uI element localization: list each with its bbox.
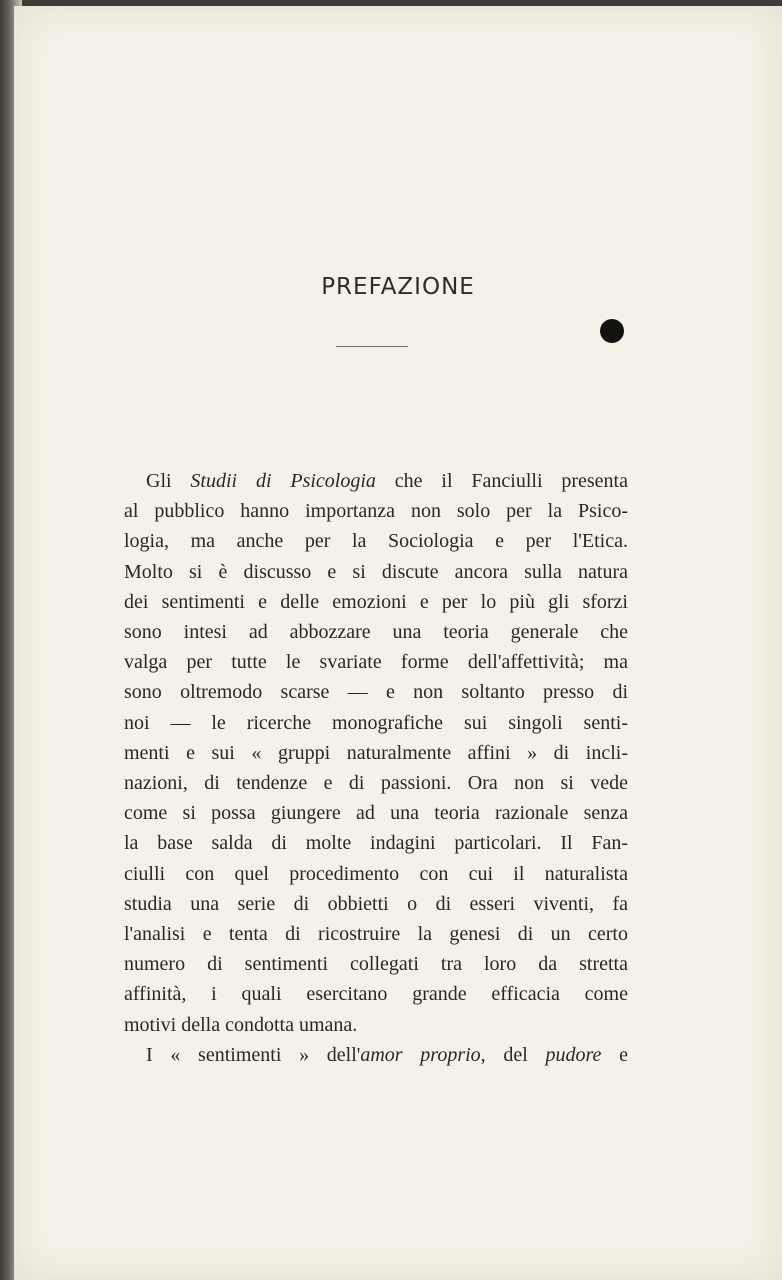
text-line: motivi della condotta umana. (124, 1013, 358, 1036)
text-line: come si possa giungere ad una teoria razionale senza (124, 802, 628, 825)
text-line: l'analisi e tenta di ricostruire la genesi di un certo (124, 923, 628, 946)
text-line: al pubblico hanno importanza non solo per la Psico- (124, 500, 628, 523)
text-line: numero di sentimenti collegati tra loro da stretta (124, 953, 628, 976)
preface-body (124, 466, 628, 1070)
text-line: ciulli con quel procedimento con cui il naturalista (124, 862, 628, 885)
text-line: Molto si è discusso e si discute ancora sulla natura (124, 560, 628, 583)
page-title: PREFAZIONE (321, 274, 475, 300)
text-line: affinità, i quali esercitano grande efficacia come (124, 983, 628, 1006)
text-line: dei sentimenti e delle emozioni e per lo più gli sforzi (124, 590, 628, 613)
book-page (14, 6, 782, 1280)
text-line: la base salda di molte indagini particolari. Il Fan- (124, 832, 628, 855)
text-line: Gli Studii di Psicologia che il Fanciulli presenta (146, 470, 628, 492)
title-divider (336, 346, 408, 347)
text-line: valga per tutte le svariate forme dell'affettività; ma (124, 651, 628, 674)
text-line: nazioni, di tendenze e di passioni. Ora non si vede (124, 772, 628, 795)
punch-hole (600, 319, 624, 343)
text-line: sono oltremodo scarse — e non soltanto presso di (124, 681, 628, 704)
text-line: noi — le ricerche monografiche sui singoli senti- (124, 711, 628, 734)
text-line: logia, ma anche per la Sociologia e per l'Etica. (124, 530, 628, 553)
text-line: studia una serie di obbietti o di esseri viventi, fa (124, 892, 628, 915)
text-line: menti e sui « gruppi naturalmente affini » di incli- (124, 741, 628, 764)
text-line: I « sentimenti » dell'amor proprio, del pudore e (146, 1043, 628, 1066)
text-line: sono intesi ad abbozzare una teoria generale che (124, 621, 628, 644)
